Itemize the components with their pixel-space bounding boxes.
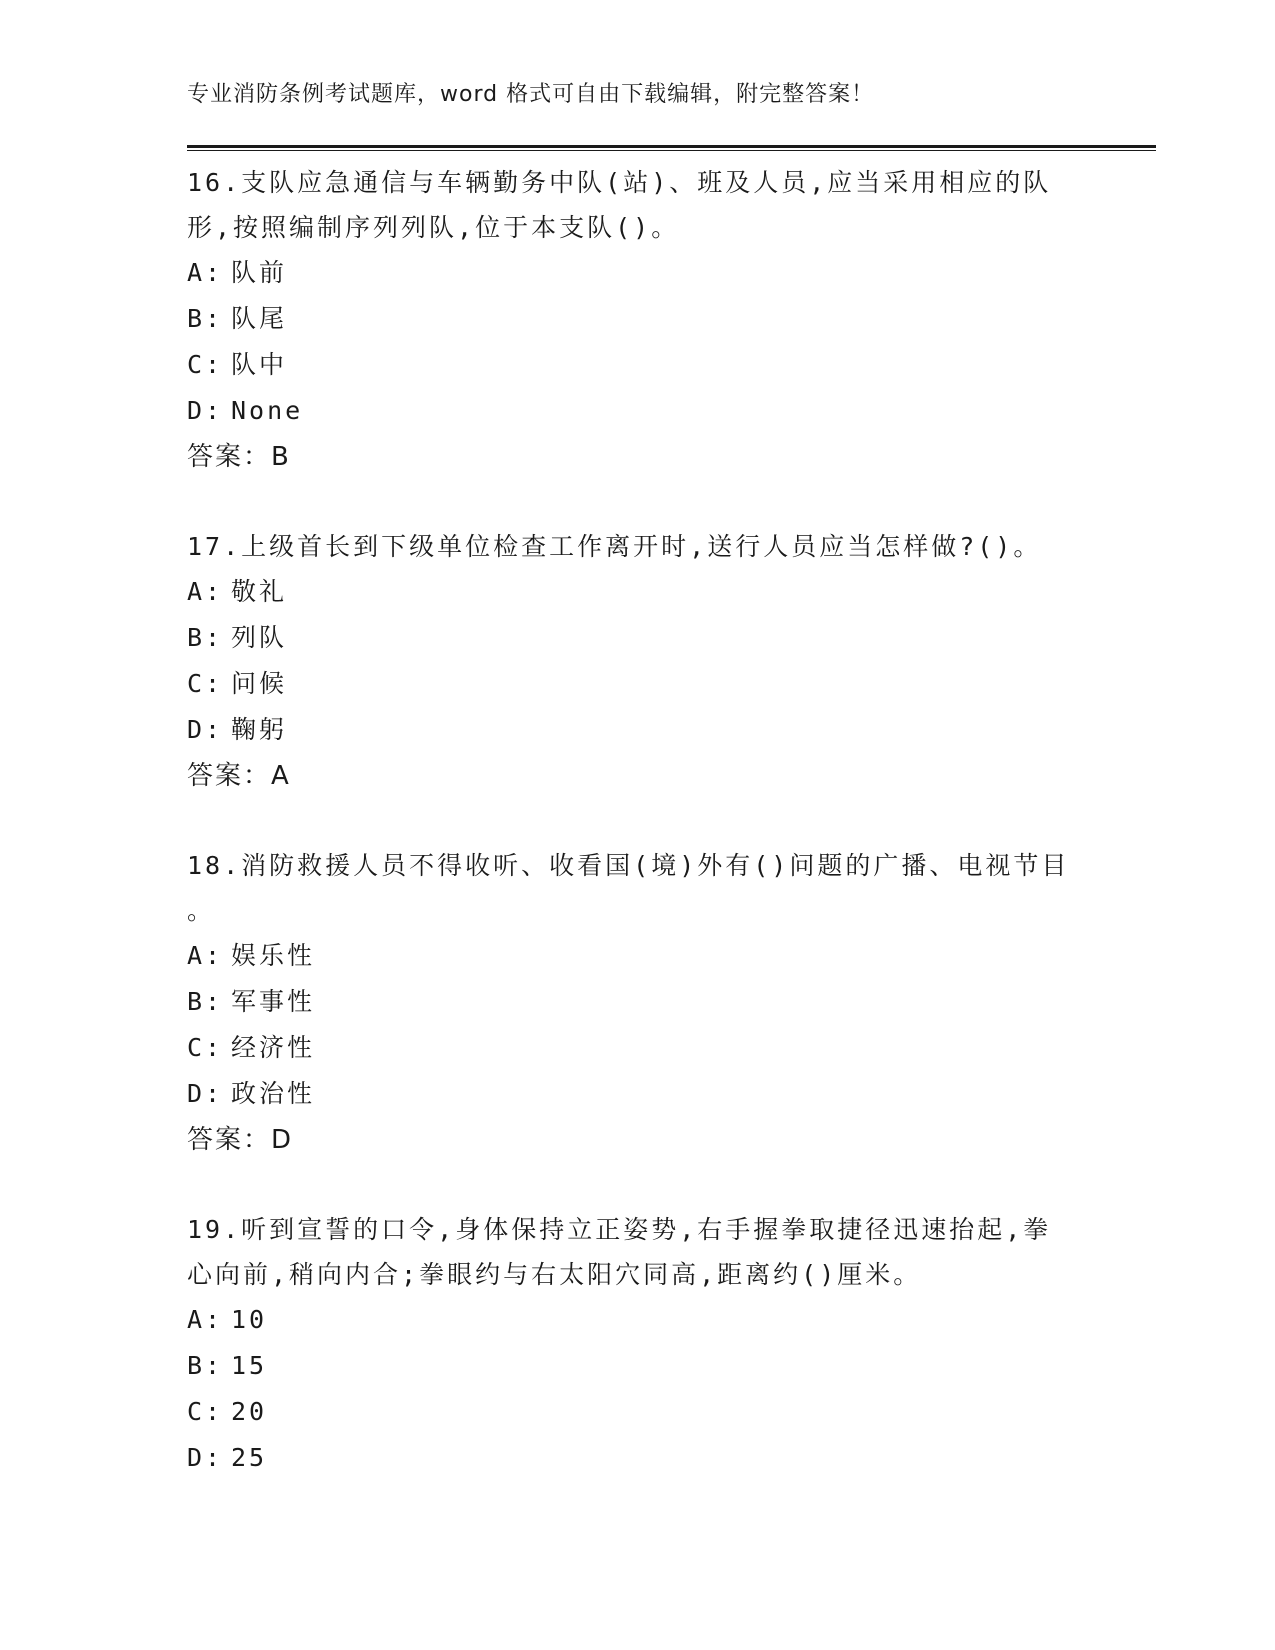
option-d <box>187 1435 1087 1481</box>
option-text: 敬礼 <box>231 577 288 606</box>
option-a <box>187 1297 1087 1343</box>
option-text: 娱乐性 <box>231 941 316 970</box>
option-d <box>187 1071 1087 1117</box>
option-key: A: <box>187 577 224 606</box>
option-text: 队中 <box>231 350 288 379</box>
option-d <box>187 707 1087 753</box>
question-19 <box>187 1207 1087 1481</box>
option-text: 鞠躬 <box>231 715 288 744</box>
question-list <box>187 160 1087 1525</box>
option-c <box>187 342 1087 388</box>
option-text: 经济性 <box>231 1033 316 1062</box>
option-text: 15 <box>231 1351 268 1380</box>
option-key: B: <box>187 304 224 333</box>
option-b <box>187 296 1087 342</box>
question-17 <box>187 524 1087 799</box>
question-stem: 18.消防救援人员不得收听、收看国(境)外有()问题的广播、电视节目 。 <box>187 851 1070 925</box>
header-rule-thick <box>187 145 1156 148</box>
option-a <box>187 933 1087 979</box>
option-key: C: <box>187 1397 224 1426</box>
option-key: A: <box>187 258 224 287</box>
option-key: A: <box>187 1305 224 1334</box>
option-key: D: <box>187 1079 224 1108</box>
option-b <box>187 1343 1087 1389</box>
option-d <box>187 388 1087 434</box>
option-c <box>187 661 1087 707</box>
option-key: B: <box>187 1351 224 1380</box>
answer-line: 答案：D <box>187 1125 294 1155</box>
option-text: 队前 <box>231 258 288 287</box>
page-header-text: 专业消防条例考试题库，word 格式可自由下载编辑，附完整答案！ <box>187 82 875 107</box>
option-text: 队尾 <box>231 304 288 333</box>
option-a <box>187 569 1087 615</box>
option-key: D: <box>187 715 224 744</box>
question-18 <box>187 843 1087 1163</box>
option-key: C: <box>187 350 224 379</box>
option-key: D: <box>187 1443 224 1472</box>
question-stem: 17.上级首长到下级单位检查工作离开时,送行人员应当怎样做?()。 <box>187 532 1042 561</box>
option-key: A: <box>187 941 224 970</box>
question-16 <box>187 160 1087 480</box>
option-b <box>187 979 1087 1025</box>
option-text: 10 <box>231 1305 268 1334</box>
answer-line: 答案：B <box>187 442 291 472</box>
question-stem: 19.听到宣誓的口令,身体保持立正姿势,右手握拳取捷径迅速抬起,拳 心向前,稍向内合;拳眼约与右太阳穴同高,距离约()厘米。 <box>187 1215 1052 1289</box>
option-b <box>187 615 1087 661</box>
option-text: 问候 <box>231 669 288 698</box>
option-text: 25 <box>231 1443 268 1472</box>
option-c <box>187 1025 1087 1071</box>
option-key: C: <box>187 669 224 698</box>
answer-line: 答案：A <box>187 761 291 791</box>
option-key: D: <box>187 396 224 425</box>
option-key: B: <box>187 623 224 652</box>
option-text: 政治性 <box>231 1079 316 1108</box>
option-text: None <box>231 396 304 425</box>
header-rule-thin <box>187 150 1156 151</box>
question-stem: 16.支队应急通信与车辆勤务中队(站)、班及人员,应当采用相应的队 形,按照编制序列列队,位于本支队()。 <box>187 168 1052 242</box>
option-text: 军事性 <box>231 987 316 1016</box>
option-text: 列队 <box>231 623 288 652</box>
option-key: B: <box>187 987 224 1016</box>
option-key: C: <box>187 1033 224 1062</box>
option-text: 20 <box>231 1397 268 1426</box>
option-a <box>187 250 1087 296</box>
option-c <box>187 1389 1087 1435</box>
